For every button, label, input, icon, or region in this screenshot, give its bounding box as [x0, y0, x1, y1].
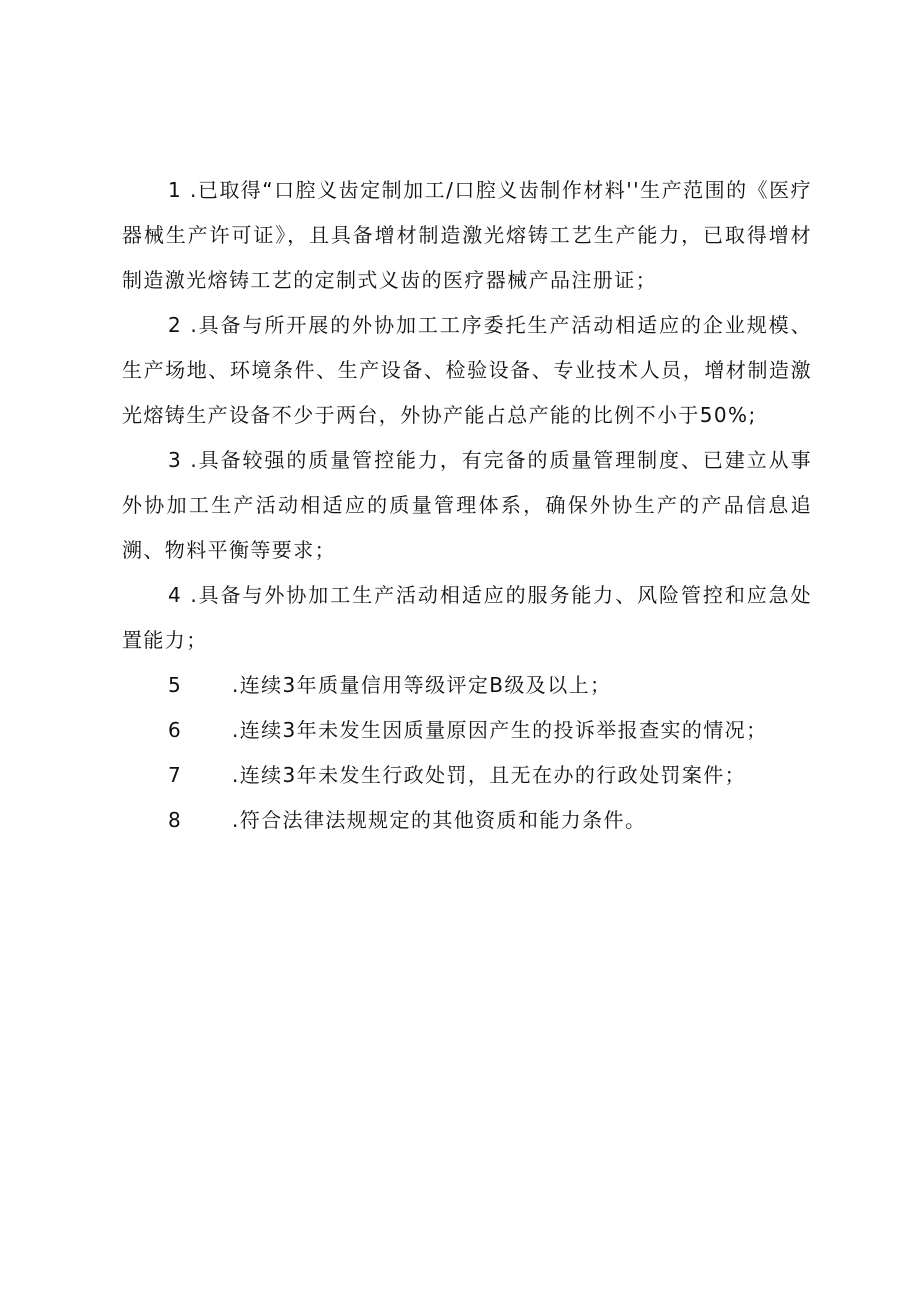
list-item [122, 663, 812, 708]
paragraph-1: 1 .已取得“口腔义齿定制加工/口腔义齿制作材料''生产范围的《医疗器械生产许可证》，且具备增材制造激光熔铸工艺生产能力，已取得增材制造激光熔铸工艺的定制式义齿的医疗器械产品注册证； [122, 178, 812, 292]
item-number: 8 [168, 808, 183, 832]
item-text: .连续3年未发生因质量原因产生的投诉举报查实的情况； [232, 718, 768, 742]
paragraph-3: 3 .具备较强的质量管控能力，有完备的质量管理制度、已建立从事外协加工生产活动相适应的质量管理体系，确保外协生产的产品信息追溯、物料平衡等要求； [122, 448, 812, 562]
item-number: 6 [168, 718, 183, 742]
list-item [122, 798, 812, 843]
list-item [122, 708, 812, 753]
document-body [122, 168, 812, 843]
item-text: .连续3年未发生行政处罚，且无在办的行政处罚案件； [232, 763, 747, 787]
list-item [122, 753, 812, 798]
item-text: .符合法律法规规定的其他资质和能力条件。 [232, 808, 647, 832]
paragraph-4: 4 .具备与外协加工生产活动相适应的服务能力、风险管控和应急处置能力； [122, 583, 812, 652]
paragraph-2: 2 .具备与所开展的外协加工工序委托生产活动相适应的企业规模、生产场地、环境条件、生产设备、检验设备、专业技术人员，增材制造激光熔铸生产设备不少于两台，外协产能占总产能的比例不小于50%; [122, 313, 812, 427]
item-text: .连续3年质量信用等级评定B级及以上； [232, 673, 612, 697]
item-number: 7 [168, 763, 183, 787]
item-number: 5 [168, 673, 183, 697]
